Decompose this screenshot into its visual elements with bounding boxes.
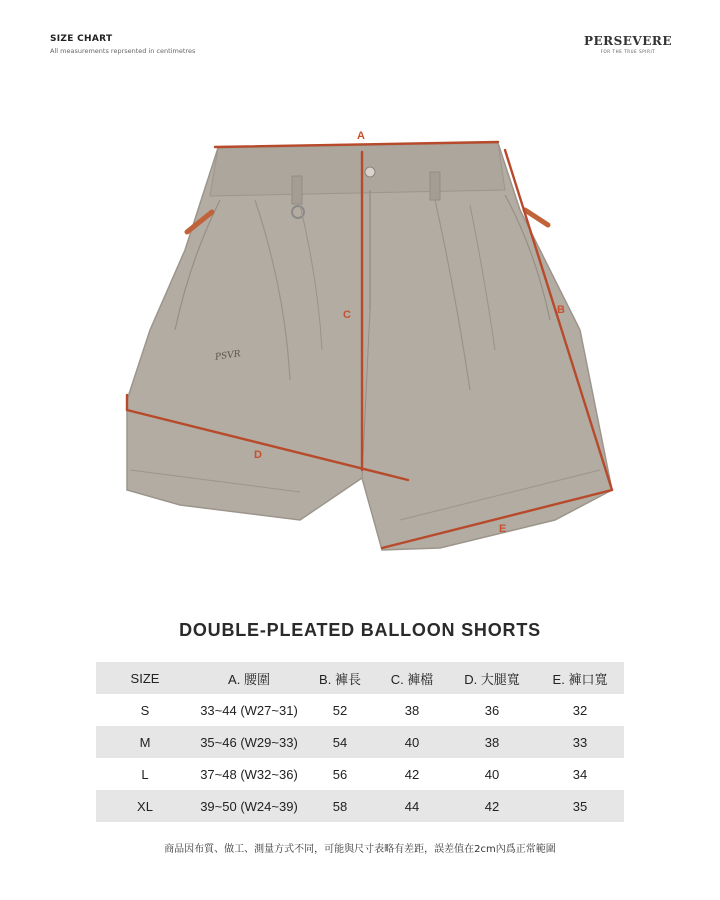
belt-loop-left — [292, 176, 302, 204]
cell-leg-opening: 32 — [572, 702, 588, 718]
measure-label-c: C — [343, 309, 351, 321]
cell-rise: 44 — [404, 798, 420, 814]
header-length: B. 褲長 — [319, 671, 361, 687]
header-leg-opening: E. 褲口寬 — [552, 671, 608, 687]
cell-waist: 37~48 (W32~36) — [200, 766, 298, 782]
header-rise: C. 褲檔 — [390, 671, 434, 687]
header-waist: A. 腰圍 — [228, 671, 270, 687]
cell-waist: 35~46 (W29~33) — [200, 734, 298, 750]
cell-length: 58 — [332, 798, 348, 814]
header-thigh: D. 大腿寬 — [464, 671, 520, 687]
pocket-embroidery-mark: PSVR — [214, 349, 242, 363]
cell-thigh: 36 — [484, 702, 500, 718]
table-row — [96, 694, 624, 726]
product-title: DOUBLE-PLEATED BALLOON SHORTS — [179, 620, 541, 640]
cell-length: 56 — [332, 766, 348, 782]
header-size: SIZE — [130, 670, 160, 686]
cell-leg-opening: 34 — [572, 766, 588, 782]
cell-length: 54 — [332, 734, 348, 750]
belt-loop-right — [430, 172, 440, 200]
measure-label-d: D — [254, 449, 262, 461]
cell-size: S — [140, 702, 150, 718]
waistband — [210, 143, 505, 196]
table-row — [96, 758, 624, 790]
cell-size: M — [139, 734, 151, 750]
measure-label-b: B — [557, 304, 565, 316]
cell-length: 52 — [332, 702, 348, 718]
size-chart-subtitle: All measurements reprsented in centimetres — [50, 47, 196, 55]
table-header-row — [96, 662, 624, 694]
cell-rise: 42 — [404, 766, 420, 782]
cell-size: L — [141, 766, 149, 782]
brand-logo-tagline: FOR THE TRUE SPIRIT — [600, 49, 656, 54]
cell-waist: 39~50 (W24~39) — [200, 798, 298, 814]
brand-logo-text: PERSEVERE — [583, 34, 672, 48]
cell-leg-opening: 33 — [572, 734, 588, 750]
cell-thigh: 38 — [484, 734, 500, 750]
waist-button — [365, 167, 375, 177]
size-table — [96, 662, 624, 822]
cell-size: XL — [137, 798, 153, 814]
cell-rise: 38 — [404, 702, 420, 718]
size-chart-title: SIZE CHART — [50, 34, 113, 44]
cell-thigh: 42 — [484, 798, 500, 814]
measurement-disclaimer: 商品因布質、做工、測量方式不同，可能與尺寸表略有差距，誤差值在2cm內爲正常範圍 — [164, 844, 556, 855]
table-row — [96, 726, 624, 758]
measure-label-a: A — [357, 130, 365, 142]
cell-waist: 33~44 (W27~31) — [200, 702, 298, 718]
cell-rise: 40 — [404, 734, 420, 750]
table-row — [96, 790, 624, 822]
cell-leg-opening: 35 — [572, 798, 588, 814]
measure-label-e: E — [499, 523, 507, 535]
cell-thigh: 40 — [484, 766, 500, 782]
